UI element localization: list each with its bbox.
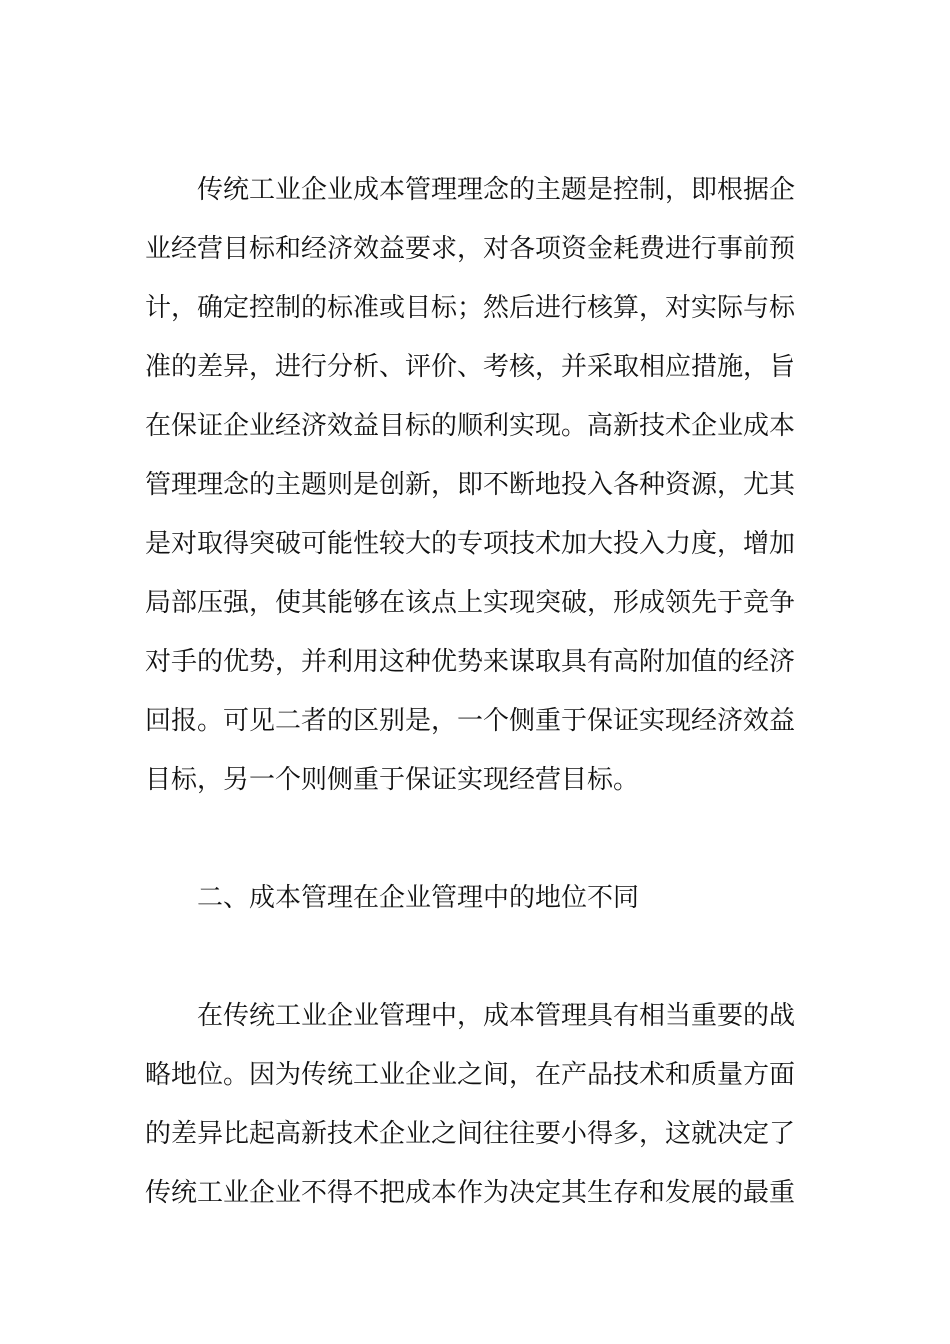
paragraph-cost-management-status	[145, 994, 796, 1230]
text-line: 传统工业企业不得不把成本作为决定其生存和发展的最重	[145, 1178, 796, 1208]
text-line: 计，确定控制的标准或目标；然后进行核算，对实际与标	[145, 293, 796, 323]
paragraph-spacer	[145, 817, 785, 876]
text-line: 略地位。因为传统工业企业之间，在产品技术和质量方面	[145, 1060, 796, 1090]
document-body	[145, 168, 796, 1230]
text-line: 的差异比起高新技术企业之间往往要小得多，这就决定了	[145, 1119, 796, 1149]
text-line: 是对取得突破可能性较大的专项技术加大投入力度，增加	[145, 529, 796, 559]
text-line: 目标，另一个则侧重于保证实现经营目标。	[145, 765, 640, 795]
paragraph-spacer	[145, 935, 785, 994]
text-line: 对手的优势，并利用这种优势来谋取具有高附加值的经济	[145, 647, 796, 677]
text-line: 在保证企业经济效益目标的顺利实现。高新技术企业成本	[145, 411, 796, 441]
text-line: 回报。可见二者的区别是，一个侧重于保证实现经济效益	[145, 706, 796, 736]
text-line: 局部压强，使其能够在该点上实现突破，形成领先于竞争	[145, 588, 796, 618]
text-line: 传统工业企业成本管理理念的主题是控制，即根据企	[197, 175, 796, 205]
paragraph-cost-management-concept	[145, 168, 796, 817]
text-line: 在传统工业企业管理中，成本管理具有相当重要的战	[197, 1001, 796, 1031]
section-heading: 二、成本管理在企业管理中的地位不同	[197, 883, 640, 913]
text-line: 管理理念的主题则是创新，即不断地投入各种资源，尤其	[145, 470, 796, 500]
text-line: 准的差异，进行分析、评价、考核，并采取相应措施，旨	[145, 352, 796, 382]
text-line: 业经营目标和经济效益要求，对各项资金耗费进行事前预	[145, 234, 796, 264]
